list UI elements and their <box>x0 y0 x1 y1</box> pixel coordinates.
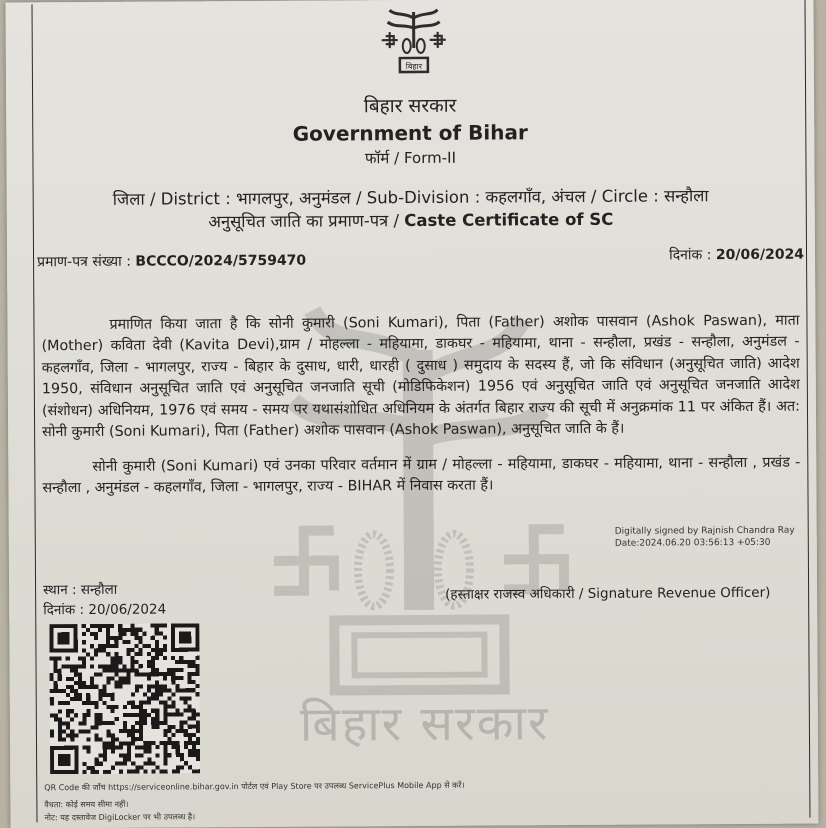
subdivision-value: कहलगाँव, अंचल / Circle : <box>485 186 659 207</box>
issue-date-label: दिनांक : <box>668 247 712 264</box>
watermark-text: बिहार सरकार <box>299 695 550 753</box>
district-value: भागलपुर, अनुमंडल / Sub-Division : <box>236 187 481 209</box>
svg-text:बिहार: बिहार <box>405 61 423 72</box>
certificate-body-paragraph-2: सोनी कुमारी (Soni Kumari) एवं उनका परिवार वर्तमान में ग्राम / मोहल्ला - महियामा, डाकघर - महियामा, थाना - सन्हौला , प्रखंड - सन्हौला , अनुमंडल - कहलगाँव, जिला - भागलपुर, राज्य - BIHAR में निवास करता हैं। <box>42 454 801 497</box>
certificate-paper <box>5 0 818 828</box>
government-title-hindi: बिहार सरकार <box>363 94 457 118</box>
digital-signature-block <box>615 525 795 550</box>
certificate-title <box>7 206 815 234</box>
district-label: जिला / District : <box>112 189 231 209</box>
certificate-number-value: BCCCO/2024/5759470 <box>135 252 307 270</box>
footer-qr-verification-note: QR Code की जाँच https://serviceonline.bihar.gov.in पोर्टल एवं Play Store पर उपलब्ध ServicePlus Mobile App से करें। <box>44 780 465 793</box>
government-title-english: Government of Bihar <box>292 120 528 146</box>
place-of-issue: स्थान : सन्हौला <box>43 581 118 599</box>
certificate-number <box>37 251 306 272</box>
digital-signature-date: Date:2024.06.20 03:56:13 +05:30 <box>614 537 771 549</box>
date-of-issue-bottom: दिनांक : 20/06/2024 <box>43 601 167 619</box>
qr-code[interactable] <box>49 623 200 774</box>
footer-validity-note: वैधता: कोई समय सीमा नहीं। <box>44 799 129 810</box>
circle-value: सन्हौला <box>664 186 709 206</box>
bihar-emblem-icon <box>378 6 450 78</box>
certificate-title-hindi: अनुसूचित जाति का प्रमाण-पत्र / <box>208 211 405 232</box>
certificate-number-label: प्रमाण-पत्र संख्या : <box>37 253 131 271</box>
signatory-label: (हस्ताक्षर राजस्व अधिकारी / Signature Revenue Officer) <box>445 584 771 603</box>
digital-signature-signer: Digitally signed by Rajnish Chandra Ray <box>614 525 795 537</box>
certificate-body-paragraph-1: प्रमाणित किया जाता है कि सोनी कुमारी (Soni Kumari), पिता (Father) अशोक पासवान (Ashok Paswan), माता (Mother) कविता देवी (Kavita Devi),ग्राम / मोहल्ला - महियामा, डाकघर - महियामा, थाना - सन्हौला, प्रखंड - सन्हौला, अनुमंडल - कहलगाँव, जिला - भागलपुर, राज्य - बिहार के दुसाध, धारी, धारही ( दुसाध ) समुदाय के सदस्य हैं, जो कि संविधान (अनुसूचित जाति) आदेश 1950, संविधान अनुसूचित जाति एवं अनुसूचित जनजाति सूची (मोडिफिकेशन) 1956 एवं अनुसूचित जाति एवं अनुसूचित जनजाति आदेश (संशोधन) अधिनियम, 1976 एवं समय - समय पर यथासंशोधित अधिनियम के अंतर्गत बिहार राज्य की सूची में अनुक्रमांक 11 पर अंकित हैं। अत: सोनी कुमारी (Soni Kumari), पिता (Father) अशोक पासवान (Ashok Paswan), अनुसूचित जाति के हैं। <box>41 312 801 441</box>
issue-date-top <box>669 245 804 265</box>
issue-date-value: 20/06/2024 <box>715 246 805 264</box>
footer-digilocker-note: नोट: यह दस्तावेज DigiLocker पर भी उपलब्ध है। <box>44 812 196 823</box>
certificate-title-english: Caste Certificate of SC <box>404 209 614 231</box>
form-label: फॉर्म / Form-II <box>364 148 457 168</box>
